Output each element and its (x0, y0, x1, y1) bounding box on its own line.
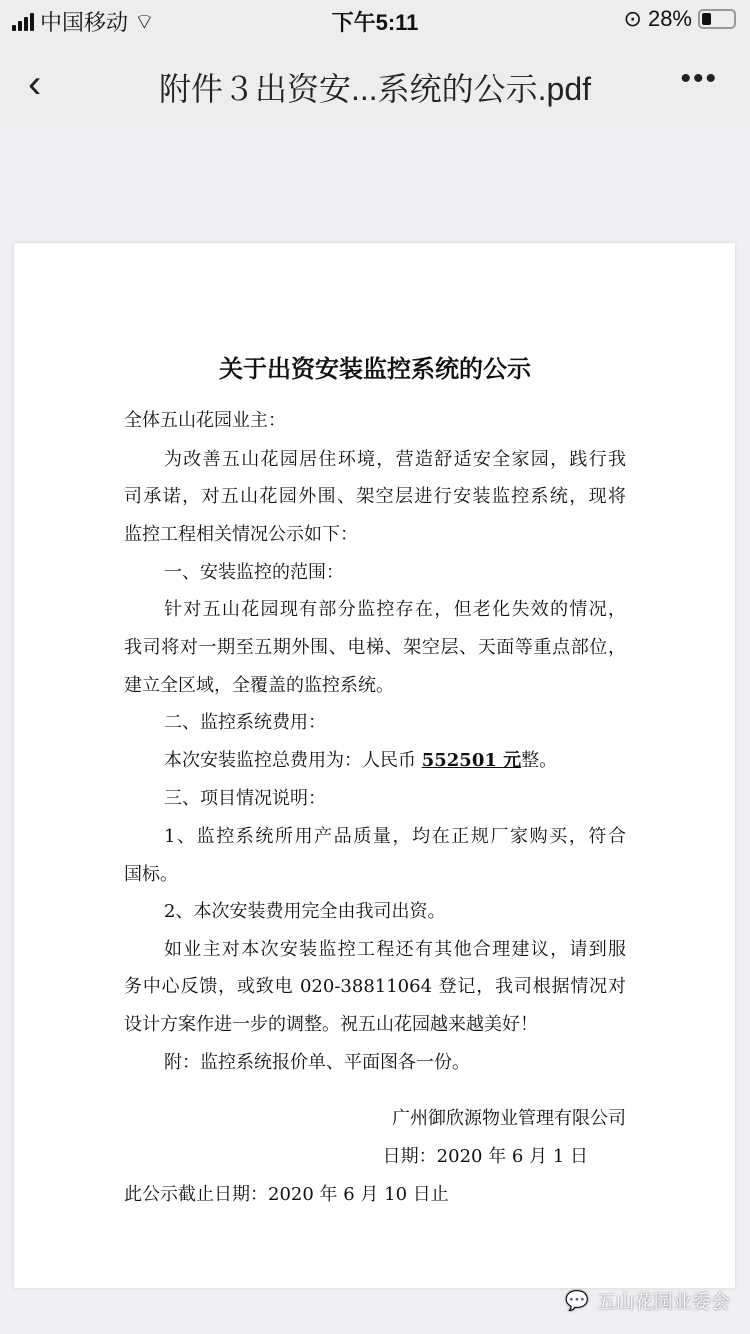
cost-suffix: 整。 (521, 750, 558, 771)
paragraph-line: 我司将对一期至五期外围、电梯、架空层、天面等重点部位， (124, 637, 626, 658)
paragraph-line: 1、监控系统所用产品质量，均在正规厂家购买，符合 (164, 826, 626, 847)
paragraph-line: 2、本次安装费用完全由我司出资。 (164, 901, 446, 922)
battery-icon (698, 9, 736, 29)
battery-percent: 28% (647, 6, 692, 31)
watermark-text: 五山花园业委会 (596, 1292, 730, 1313)
more-button[interactable]: ••• (680, 62, 718, 95)
deadline: 此公示截止日期：2020 年 6 月 10 日止 (124, 1184, 449, 1205)
orientation-lock-icon: ⊙ (623, 6, 642, 31)
status-bar (0, 0, 750, 40)
back-button[interactable]: ‹ (28, 62, 42, 106)
section-heading: 一、安装监控的范围： (164, 562, 344, 583)
attachment-note: 附：监控系统报价单、平面图各一份。 (164, 1052, 470, 1073)
carrier: 中国移动 (40, 10, 129, 35)
cost-amount: 552501 元 (421, 750, 522, 771)
paragraph-line: 为改善五山花园居住环境，营造舒适安全家园，践行我 (164, 449, 626, 470)
paragraph-line: 务中心反馈，或致电 020-38811064 登记，我司根据情况对 (124, 976, 626, 997)
section-heading: 二、监控系统费用： (164, 712, 326, 733)
paragraph-line: 建立全区域，全覆盖的监控系统。 (124, 675, 394, 696)
file-title: 附件３出资安...系统的公示.pdf (158, 71, 592, 107)
company-name: 广州御欣源物业管理有限公司 (392, 1108, 626, 1129)
wifi-icon: ⌔ (134, 8, 155, 34)
paragraph-line: 国标。 (124, 864, 178, 885)
paragraph-line: 设计方案作进一步的调整。祝五山花园越来越美好！ (124, 1014, 538, 1035)
doc-title: 关于出资安装监控系统的公示 (219, 355, 531, 383)
issue-date: 日期：2020 年 6 月 1 日 (382, 1146, 588, 1167)
paragraph-line: 针对五山花园现有部分监控存在，但老化失效的情况， (164, 599, 626, 620)
paragraph-line: 监控工程相关情况公示如下： (124, 524, 358, 545)
cost-prefix: 本次安装监控总费用为：人民币 (164, 750, 422, 771)
nav-bar (0, 40, 750, 128)
paragraph-line: 如业主对本次安装监控工程还有其他合理建议，请到服 (164, 939, 626, 960)
salutation: 全体五山花园业主： (124, 410, 286, 431)
watermark (565, 1287, 730, 1314)
clock: 下午5:11 (331, 10, 419, 35)
paragraph-line: 司承诺，对五山花园外围、架空层进行安装监控系统，现将 (124, 486, 626, 507)
cost-line (164, 749, 557, 773)
wechat-icon: 💬 (565, 1290, 589, 1312)
section-heading: 三、项目情况说明： (164, 788, 326, 809)
